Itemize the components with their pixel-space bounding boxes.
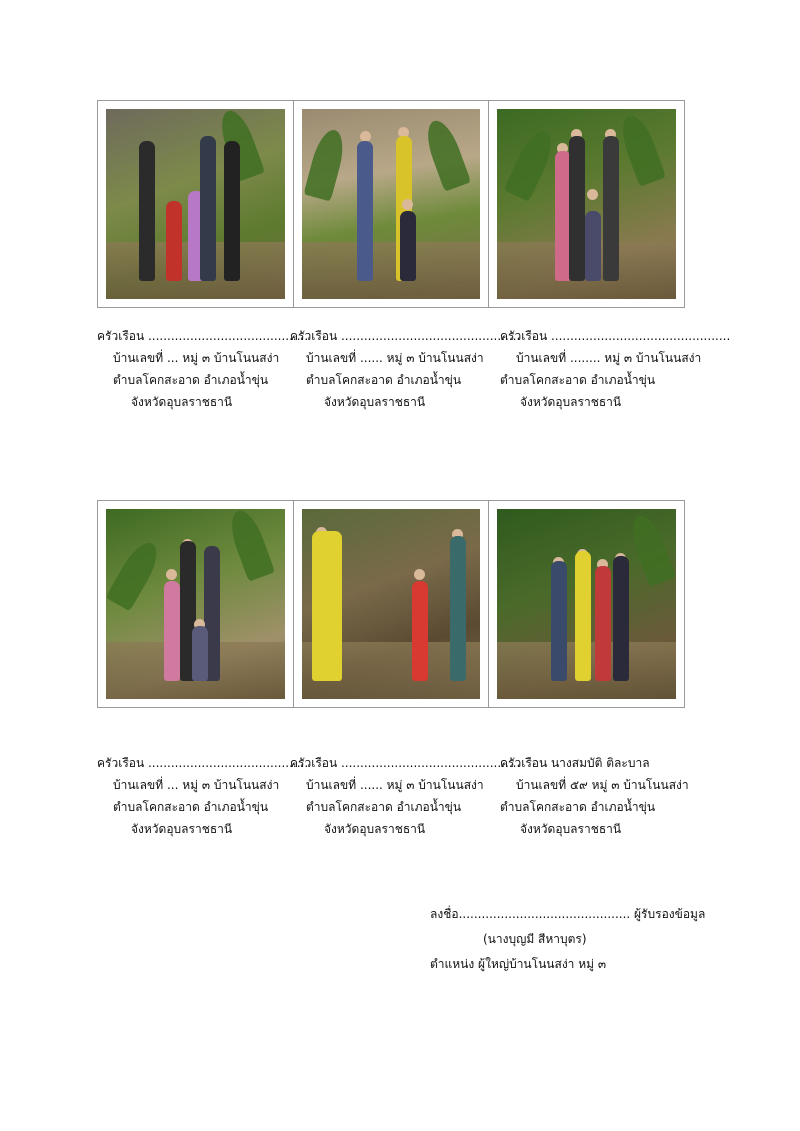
photo-cell [98,101,294,307]
photo-grid-row-2 [97,500,685,708]
household-name: ครัวเรือน ............................................... [290,329,521,343]
caption-household-3 [500,325,730,413]
province: จังหวัดอุบลราชธานี [520,822,622,836]
photo-cell [294,501,490,707]
photo-cell [294,101,490,307]
household-name: ครัวเรือน .......................................... [97,329,309,343]
photo-household-1 [106,109,285,299]
house-number: บ้านเลขที่ ........ หมู่ ๓ บ้านโนนสง่า [516,351,702,365]
photo-watermark [551,675,658,689]
province: จังหวัดอุบลราชธานี [324,822,426,836]
photo-grid-row-1 [97,100,685,308]
household-name: ครัวเรือน ............................................... [290,756,521,770]
photo-household-4 [106,509,285,699]
photo-household-3 [497,109,676,299]
household-name: ครัวเรือน นางสมบัติ ติละบาล [500,756,650,770]
subdistrict-district: ตำบลโคกสะอาด อำเภอน้ำขุ่น [500,373,656,387]
province: จังหวัดอุบลราชธานี [131,395,233,409]
caption-household-1 [97,325,308,413]
subdistrict-district: ตำบลโคกสะอาด อำเภอน้ำขุ่น [306,800,462,814]
caption-household-2 [290,325,520,413]
photo-cell [98,501,294,707]
signature-line: ลงชื่อ............................................. ผู้รับรองข้อมูล [430,907,706,921]
subdistrict-district: ตำบลโคกสะอาด อำเภอน้ำขุ่น [500,800,656,814]
caption-household-4 [97,752,308,840]
signer-position: ตำแหน่ง ผู้ใหญ่บ้านโนนสง่า หมู่ ๓ [430,957,607,971]
photo-household-2 [302,109,481,299]
photo-watermark [355,675,462,689]
caption-household-5 [290,752,520,840]
province: จังหวัดอุบลราชธานี [131,822,233,836]
province: จังหวัดอุบลราชธานี [324,395,426,409]
subdistrict-district: ตำบลโคกสะอาด อำเภอน้ำขุ่น [306,373,462,387]
photo-cell [489,501,684,707]
province: จังหวัดอุบลราชธานี [520,395,622,409]
house-number: บ้านเลขที่ ... หมู่ ๓ บ้านโนนสง่า [113,778,280,792]
signer-name: (นางบุญมี สีหาบุตร) [483,932,587,946]
house-number: บ้านเลขที่ ... หมู่ ๓ บ้านโนนสง่า [113,351,280,365]
subdistrict-district: ตำบลโคกสะอาด อำเภอน้ำขุ่น [113,800,269,814]
house-number: บ้านเลขที่ ...... หมู่ ๓ บ้านโนนสง่า [306,351,484,365]
household-name: ครัวเรือน ............................................... [500,329,731,343]
subdistrict-district: ตำบลโคกสะอาด อำเภอน้ำขุ่น [113,373,269,387]
photo-cell [489,101,684,307]
household-name: ครัวเรือน .......................................... [97,756,309,770]
house-number: บ้านเลขที่ ...... หมู่ ๓ บ้านโนนสง่า [306,778,484,792]
house-number: บ้านเลขที่ ๕๙ หมู่ ๓ บ้านโนนสง่า [516,778,689,792]
photo-household-6 [497,509,676,699]
photo-household-5 [302,509,481,699]
caption-household-6 [500,752,689,840]
